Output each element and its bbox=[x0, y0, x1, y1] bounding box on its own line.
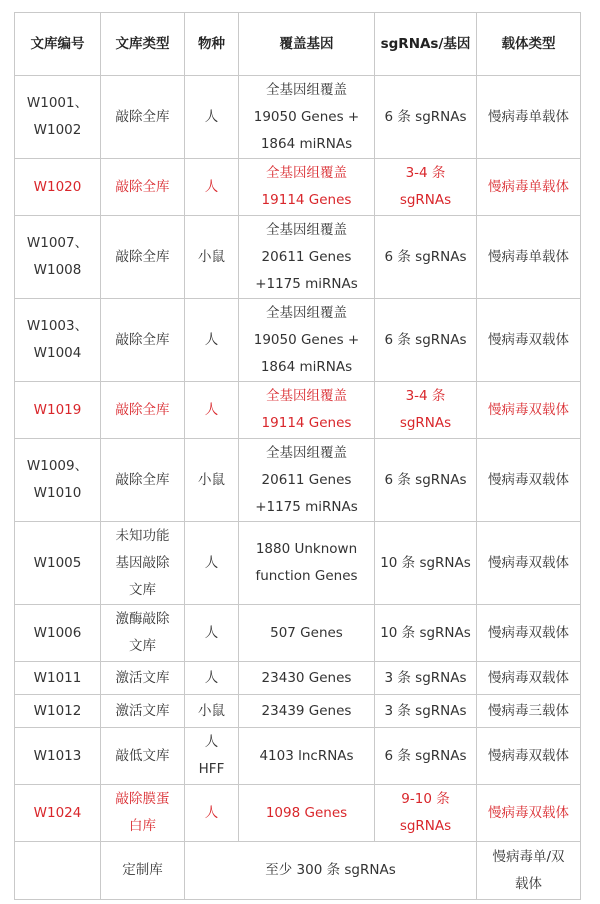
cell-text-line: W1013 bbox=[33, 747, 82, 764]
cell-library-type bbox=[101, 662, 185, 695]
cell-text-line: 19050 Genes + bbox=[253, 108, 360, 125]
cell-text-line: 507 Genes bbox=[270, 624, 343, 641]
cell-library-type bbox=[101, 76, 185, 159]
cell-text-line: 激活文库 bbox=[115, 702, 170, 719]
cell-covered-genes bbox=[239, 605, 375, 662]
cell-text-line: sgRNAs bbox=[399, 818, 452, 834]
cell-covered-genes bbox=[239, 662, 375, 695]
cell-covered-genes bbox=[239, 785, 375, 842]
cell-library-id bbox=[15, 522, 101, 605]
header-vector-type: 载体类型 bbox=[477, 13, 581, 76]
cell-library-id bbox=[15, 216, 101, 299]
cell-library-id bbox=[15, 662, 101, 695]
cell-text-line: 激活文库 bbox=[115, 669, 170, 686]
cell-text-line: 全基因组覆盖 bbox=[266, 304, 347, 321]
cell-text-line: W1024 bbox=[33, 804, 82, 821]
cell-library-type bbox=[101, 382, 185, 439]
library-table-container bbox=[14, 12, 581, 900]
cell-text-line: 3-4 条 bbox=[405, 165, 446, 181]
table-row bbox=[15, 299, 581, 382]
cell-text-line: 20611 Genes bbox=[261, 248, 352, 265]
cell-library-id bbox=[15, 605, 101, 662]
cell-vector-type bbox=[477, 76, 581, 159]
cell-text-line: 23439 Genes bbox=[261, 702, 352, 719]
cell-text-line: 慢病毒双载体 bbox=[488, 331, 569, 348]
cell-text-line: W1007、 bbox=[26, 235, 89, 251]
table-row bbox=[15, 662, 581, 695]
cell-text-line: 慢病毒双载体 bbox=[488, 624, 569, 641]
cell-library-id bbox=[15, 695, 101, 728]
cell-species bbox=[185, 216, 239, 299]
cell-text-line: 慢病毒单载体 bbox=[488, 178, 569, 195]
cell-text-line: 人 bbox=[204, 669, 219, 686]
cell-text-line: 全基因组覆盖 bbox=[266, 388, 347, 404]
cell-species bbox=[185, 662, 239, 695]
cell-text-line: W1001、 bbox=[26, 95, 89, 111]
cell-library-id bbox=[15, 76, 101, 159]
cell-text-line: 6 条 sgRNAs bbox=[384, 248, 467, 265]
cell-library-type: 定制库 bbox=[101, 842, 185, 900]
cell-library-id bbox=[15, 842, 101, 900]
cell-text-line: 慢病毒单载体 bbox=[488, 248, 569, 265]
cell-library-type bbox=[101, 439, 185, 522]
cell-text-line: 人 bbox=[204, 401, 219, 418]
cell-sgrnas bbox=[375, 662, 477, 695]
cell-text-line: 未知功能 bbox=[115, 527, 170, 544]
cell-species bbox=[185, 159, 239, 216]
cell-text-line: 文库 bbox=[129, 581, 156, 598]
cell-vector-type bbox=[477, 439, 581, 522]
cell-text-line: 23430 Genes bbox=[261, 669, 352, 686]
cell-text-line: 文库 bbox=[129, 638, 156, 654]
cell-text-line: 1880 Unknown bbox=[255, 541, 358, 557]
cell-vector-type bbox=[477, 728, 581, 785]
cell-text-line: 19114 Genes bbox=[261, 192, 352, 208]
cell-species bbox=[185, 728, 239, 785]
header-library-type: 文库类型 bbox=[101, 13, 185, 76]
header-sgrnas-per-gene: sgRNAs/基因 bbox=[375, 13, 477, 76]
cell-text-line: 全基因组覆盖 bbox=[266, 444, 347, 461]
cell-text-line: 10 条 sgRNAs bbox=[380, 624, 471, 641]
cell-text-line: 敲除全库 bbox=[115, 331, 170, 348]
cell-text-line: W1004 bbox=[33, 345, 82, 361]
cell-sgrnas bbox=[375, 605, 477, 662]
table-row bbox=[15, 785, 581, 842]
cell-text-line: 人 bbox=[204, 108, 219, 125]
cell-vector-type bbox=[477, 785, 581, 842]
cell-species bbox=[185, 76, 239, 159]
header-library-id: 文库编号 bbox=[15, 13, 101, 76]
cell-text-line: 小鼠 bbox=[198, 248, 225, 265]
cell-text-line: W1010 bbox=[33, 485, 82, 501]
cell-library-id bbox=[15, 439, 101, 522]
cell-text-line: +1175 miRNAs bbox=[255, 498, 358, 515]
cell-text-line: 19050 Genes + bbox=[253, 331, 360, 348]
cell-text-line: W1019 bbox=[33, 401, 82, 418]
cell-library-id bbox=[15, 159, 101, 216]
cell-species bbox=[185, 299, 239, 382]
table-row bbox=[15, 159, 581, 216]
cell-text-line: 1864 miRNAs bbox=[260, 358, 353, 375]
cell-text-line: 基因敲除 bbox=[115, 554, 170, 571]
cell-text-line: 敲除膜蛋 bbox=[115, 791, 170, 807]
cell-covered-genes bbox=[239, 216, 375, 299]
cell-text-line: 人 bbox=[204, 624, 219, 641]
table-row bbox=[15, 382, 581, 439]
cell-species bbox=[185, 439, 239, 522]
cell-text-line: 3 条 sgRNAs bbox=[384, 669, 467, 686]
cell-text-line: W1008 bbox=[33, 262, 82, 278]
cell-text-line: 人 bbox=[204, 331, 219, 348]
cell-text-line: 敲除全库 bbox=[115, 108, 170, 125]
cell-text-line: 6 条 sgRNAs bbox=[384, 471, 467, 488]
cell-sgrnas: 至少 300 条 sgRNAs bbox=[185, 842, 477, 900]
table-row bbox=[15, 695, 581, 728]
cell-species bbox=[185, 785, 239, 842]
table-header-row bbox=[15, 13, 581, 76]
cell-text-line: 慢病毒双载体 bbox=[488, 669, 569, 686]
cell-library-type bbox=[101, 728, 185, 785]
cell-sgrnas bbox=[375, 695, 477, 728]
cell-text-line: function Genes bbox=[255, 568, 358, 584]
cell-text-line: W1012 bbox=[33, 702, 82, 719]
cell-text-line: 1864 miRNAs bbox=[260, 135, 353, 152]
cell-text-line: 慢病毒单载体 bbox=[488, 108, 569, 125]
cell-sgrnas bbox=[375, 522, 477, 605]
table-row bbox=[15, 728, 581, 785]
table-row bbox=[15, 439, 581, 522]
cell-text-line: 人 bbox=[204, 178, 219, 195]
cell-text-line: 19114 Genes bbox=[261, 415, 352, 431]
cell-sgrnas bbox=[375, 785, 477, 842]
cell-vector-type bbox=[477, 662, 581, 695]
cell-text-line: sgRNAs bbox=[399, 192, 452, 208]
cell-text-line: 3-4 条 bbox=[405, 388, 446, 404]
cell-species bbox=[185, 605, 239, 662]
cell-text-line: 人 bbox=[204, 554, 219, 571]
cell-vector-type bbox=[477, 842, 581, 900]
cell-text-line: 20611 Genes bbox=[261, 471, 352, 488]
cell-text-line: W1006 bbox=[33, 624, 82, 641]
cell-text-line: 3 条 sgRNAs bbox=[384, 702, 467, 719]
cell-text-line: 慢病毒双载体 bbox=[488, 471, 569, 488]
cell-text-line: 全基因组覆盖 bbox=[266, 221, 347, 238]
cell-text-line: 小鼠 bbox=[198, 471, 225, 488]
cell-text-line: +1175 miRNAs bbox=[255, 275, 358, 292]
cell-text-line: 6 条 sgRNAs bbox=[384, 331, 467, 348]
cell-text-line: 6 条 sgRNAs bbox=[384, 747, 467, 764]
cell-text-line: W1005 bbox=[33, 554, 82, 571]
cell-vector-type bbox=[477, 159, 581, 216]
cell-vector-type bbox=[477, 695, 581, 728]
cell-text-line: W1011 bbox=[33, 669, 82, 686]
cell-text-line: 10 条 sgRNAs bbox=[380, 554, 471, 571]
cell-sgrnas bbox=[375, 299, 477, 382]
cell-text-line: sgRNAs bbox=[399, 415, 452, 431]
cell-library-type bbox=[101, 695, 185, 728]
library-table bbox=[14, 12, 581, 900]
cell-covered-genes bbox=[239, 76, 375, 159]
cell-text-line: 载体 bbox=[515, 875, 542, 892]
cell-text-line: W1002 bbox=[33, 122, 82, 138]
cell-sgrnas bbox=[375, 382, 477, 439]
cell-library-type bbox=[101, 785, 185, 842]
cell-library-id bbox=[15, 382, 101, 439]
cell-text-line: 敲除全库 bbox=[115, 401, 170, 418]
header-covered-genes: 覆盖基因 bbox=[239, 13, 375, 76]
cell-species bbox=[185, 382, 239, 439]
table-row bbox=[15, 216, 581, 299]
cell-covered-genes bbox=[239, 382, 375, 439]
table-row bbox=[15, 605, 581, 662]
cell-text-line: 慢病毒三载体 bbox=[488, 702, 569, 719]
cell-sgrnas bbox=[375, 216, 477, 299]
cell-covered-genes bbox=[239, 299, 375, 382]
cell-text-line: 慢病毒单/双 bbox=[492, 848, 565, 865]
cell-vector-type bbox=[477, 299, 581, 382]
cell-text-line: 慢病毒双载体 bbox=[488, 804, 569, 821]
cell-library-type bbox=[101, 522, 185, 605]
table-body bbox=[15, 76, 581, 900]
table-row-custom bbox=[15, 842, 581, 900]
cell-library-type bbox=[101, 216, 185, 299]
cell-text-line: 敲除全库 bbox=[115, 248, 170, 265]
cell-text-line: 慢病毒双载体 bbox=[488, 554, 569, 571]
cell-sgrnas bbox=[375, 76, 477, 159]
cell-text-line: 人 bbox=[204, 804, 219, 821]
cell-text-line: 全基因组覆盖 bbox=[266, 81, 347, 98]
cell-library-id bbox=[15, 728, 101, 785]
cell-covered-genes bbox=[239, 522, 375, 605]
cell-vector-type bbox=[477, 216, 581, 299]
cell-vector-type bbox=[477, 522, 581, 605]
cell-text-line: 4103 lncRNAs bbox=[259, 747, 354, 764]
cell-text-line: 全基因组覆盖 bbox=[266, 165, 347, 181]
cell-species bbox=[185, 695, 239, 728]
cell-library-type bbox=[101, 299, 185, 382]
cell-text-line: W1020 bbox=[33, 178, 82, 195]
cell-covered-genes bbox=[239, 439, 375, 522]
cell-text-line: 人 bbox=[204, 734, 219, 750]
cell-text-line: 白库 bbox=[129, 818, 156, 834]
cell-sgrnas bbox=[375, 439, 477, 522]
cell-text-line: W1003、 bbox=[26, 318, 89, 334]
header-species: 物种 bbox=[185, 13, 239, 76]
cell-vector-type bbox=[477, 605, 581, 662]
cell-text-line: 9-10 条 bbox=[401, 791, 450, 807]
cell-covered-genes bbox=[239, 159, 375, 216]
cell-library-id bbox=[15, 299, 101, 382]
cell-vector-type bbox=[477, 382, 581, 439]
cell-text-line: 敲低文库 bbox=[115, 747, 170, 764]
cell-sgrnas bbox=[375, 728, 477, 785]
cell-library-type bbox=[101, 605, 185, 662]
cell-text-line: 慢病毒双载体 bbox=[488, 747, 569, 764]
cell-text-line: 敲除全库 bbox=[115, 471, 170, 488]
cell-covered-genes bbox=[239, 728, 375, 785]
cell-species bbox=[185, 522, 239, 605]
cell-text-line: W1009、 bbox=[26, 458, 89, 474]
table-row bbox=[15, 522, 581, 605]
table-row bbox=[15, 76, 581, 159]
cell-text-line: 慢病毒双载体 bbox=[488, 401, 569, 418]
cell-text-line: 小鼠 bbox=[198, 702, 225, 719]
cell-text-line: 敲除全库 bbox=[115, 178, 170, 195]
cell-covered-genes bbox=[239, 695, 375, 728]
cell-text-line: 激酶敲除 bbox=[115, 611, 170, 627]
cell-text-line: 1098 Genes bbox=[265, 804, 348, 821]
cell-library-id bbox=[15, 785, 101, 842]
cell-text-line: 6 条 sgRNAs bbox=[384, 108, 467, 125]
cell-library-type bbox=[101, 159, 185, 216]
cell-text-line: HFF bbox=[198, 761, 225, 777]
cell-sgrnas bbox=[375, 159, 477, 216]
